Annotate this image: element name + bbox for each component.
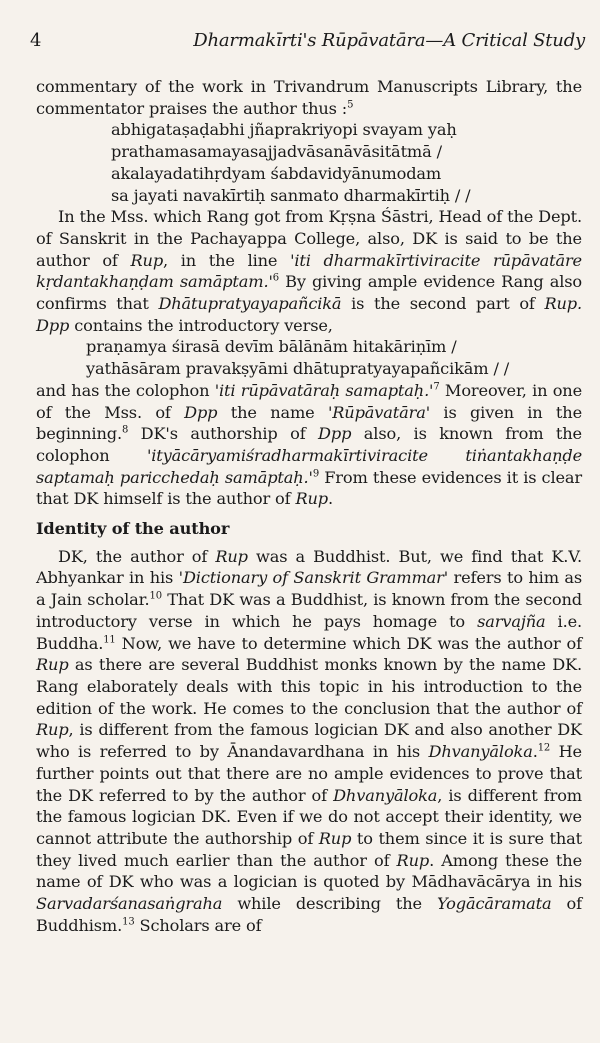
verse-line: abhigataṣaḍabhi jñaprakriyopi svayam yaḥ (111, 120, 457, 140)
verse-line: yathāsāram pravakṣyāmi dhātupratyayapañcikām / / (86, 359, 510, 379)
verse-line: praṇamya śirasā devīm bālānām hitakāriṇīm / (86, 337, 457, 357)
page-header (30, 30, 585, 62)
verse-line: prathamasamayasajjadvāsanāvāsitātmā / (111, 142, 442, 162)
page-number: 4 (30, 30, 42, 51)
paragraph: DK, the author of Rup was a Buddhist. But, we find that K.V. Abhyankar in his 'Dictionary of Sanskrit Grammar' refers to him as a Jain scholar.$^{10}$ That DK was a Buddhist, is known from the second introductory verse in which he pays homage to sarvajña i.e. Buddha.$^{11}$ Now, we have to determine which DK was the author of Rup as there are several Buddhist monks known by the name DK. Rang elaborately deals with this topic in his introduction to the edition of the work. He comes to the conclusion that the author of Rup, is different from the famous logician DK and also another DK who is referred to by Ānandavardhana in his Dhvanyāloka.$^{12}$ He further points out that there are no ample evidences to prove that the DK referred to by the author of Dhvanyāloka, is different from the famous logician DK. Even if we do not accept their identity, we cannot attribute the authorship of Rup to them since it is sure that they lived much earlier than the author of Rup. Among these the name of DK who was a logician is quoted by Mādhavācārya in his Sarvadarśanasaṅgraha while describing the Yogācāramata of Buddhism.$^{13}$ Scholars are of (36, 546, 582, 935)
footnote-ref: 5 (347, 99, 354, 111)
paragraph: In the Mss. which Rang got from Kṛṣna Śāstri, Head of the Dept. of Sanskrit in the Pachayappa College, also, DK is said to be the author of Rup, in the line 'iti dharmakīrtiviracite rūpāvatāre kṛdantakhaṇḍam $samāptam.'^6$ By giving ample evidence Rang also confirms that Dhātupratyayapañcikā is the second part of Rup. Dpp contains the introductory verse, (36, 207, 582, 335)
body-text (36, 76, 582, 936)
paragraph: commentary of the work in Trivandrum Manuscripts Library, the commentator praises the author thus :$^5$ (36, 77, 582, 118)
footnote-ref: 11 (103, 634, 116, 646)
paragraph: and has the colophon 'iti rūpāvatāraḥ $samaptaḥ.'^7$ Moreover, in one of the Mss. of Dpp the name 'Rūpāvatāra' is given in the beginning.$^8$ DK's authorship of Dpp also, is known from the colophon 'ityācāryamiśradharmakīrtiviracite tiṅantakhaṇḍe saptamaḥ paricchedaḥ $samāptaḥ.'^9$ From these evidences it is clear that DK himself is the author of Rup. (36, 380, 582, 509)
running-title: Dharmakīrti's Rūpāvatāra—A Critical Study (193, 30, 585, 51)
verse-line: sa jayati navakīrtiḥ sanmato dharmakīrtiḥ / / (111, 185, 471, 205)
footnote-ref: 8 (121, 424, 129, 436)
footnote-ref: 9 (312, 468, 320, 480)
footnote-ref: 13 (122, 916, 135, 928)
footnote-ref: 10 (149, 590, 162, 602)
section-heading: Identity of the author (36, 519, 230, 539)
footnote-ref: 12 (537, 742, 551, 754)
footnote-ref: 7 (433, 381, 440, 393)
footnote-ref: 6 (272, 272, 279, 284)
verse-line: akalayadatihṛdyam śabdavidyānumodam (111, 163, 442, 183)
